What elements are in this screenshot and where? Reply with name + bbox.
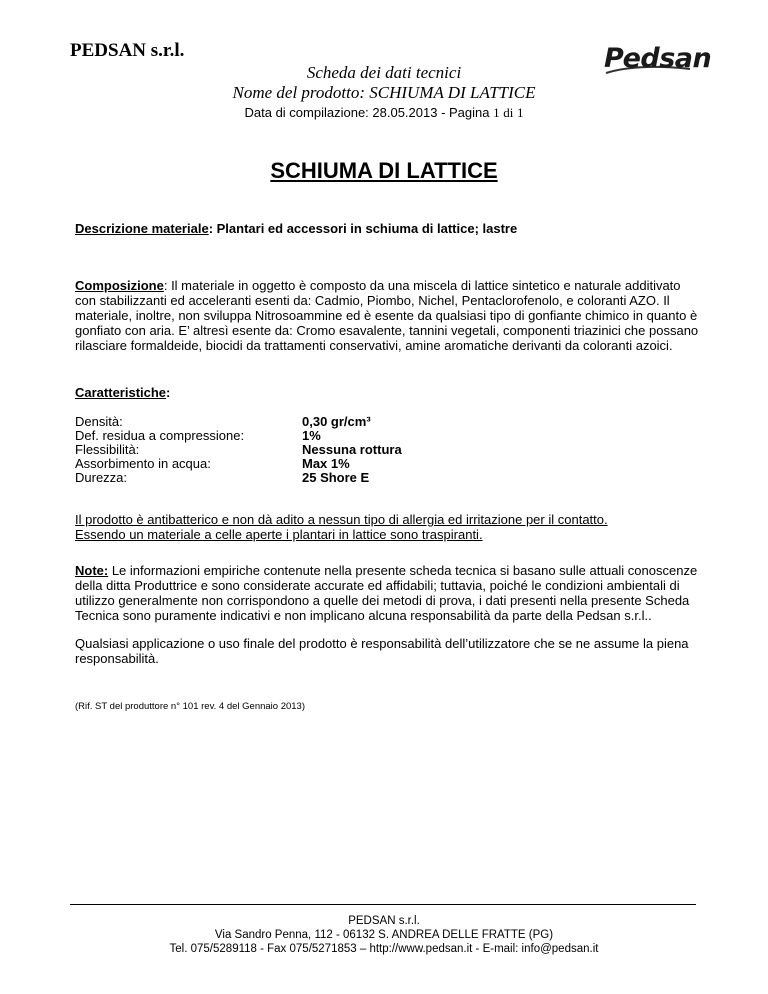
company-name: PEDSAN s.r.l. (70, 40, 185, 61)
spec-label: Densità: (75, 414, 123, 429)
description-label: Descrizione materiale (75, 221, 209, 236)
characteristics-colon: : (166, 385, 171, 400)
application-statement: Qualsiasi applicazione o uso finale del prodotto è responsabilità dell’utilizzatore che se ne assume la piena responsabilità. (75, 636, 689, 666)
spec-label: Flessibilità: (75, 442, 140, 457)
date-text: Data di compilazione: 28.05.2013 - Pagina (244, 105, 490, 120)
footer-contacts: Tel. 075/5289118 - Fax 075/5271853 – http://www.pedsan.it - E-mail: info@pedsan.it (169, 943, 599, 955)
notice-line: Essendo un materiale a celle aperte i plantari in lattice sono traspiranti. (75, 527, 483, 542)
spec-label: Durezza: (75, 470, 128, 485)
composition-label: Composizione (75, 278, 164, 293)
note-section (75, 563, 705, 623)
composition-text: : Il materiale in oggetto è composto da una miscela di lattice sintetico e naturale additivato con stabilizzanti ed acceleranti esenti da: Cadmio, Piombo, Nichel, Pentaclorofenolo, e coloranti AZO. Il materiale, inoltre, non sviluppa Nitrosoammine ed è esente da qualsiasi tipo di gonfiante chimico in quanto è gonfiato con aria. E’ altresì esente da: Cromo esavalente, tannini vegetali, componenti triazinici che possano rilasciare formaldeide, biocidi da trattamenti conservativi, amine aromatiche derivanti da coloranti azoici. (75, 278, 699, 353)
note-text: Le informazioni empiriche contenute nella presente scheda tecnica si basano sulle attuali conoscenze della ditta Produttrice e sono considerate accurate ed affidabili; tuttavia, poiché le condizioni ambientali di utilizzo generalmente non corrispondono a quelle dei metodi di prova, i dati presenti nella presente Scheda Tecnica sono puramente indicativi e non implicano alcuna responsabilità da parte della Pedsan s.r.l.. (75, 563, 698, 623)
composition-section (75, 278, 705, 353)
logo-text: Pedsan (604, 43, 712, 74)
compilation-date (0, 105, 768, 121)
antibacterial-notice (75, 512, 705, 542)
page-title: SCHIUMA DI LATTICE (270, 158, 498, 183)
characteristics-label: Caratteristiche (75, 385, 167, 400)
spec-value: Nessuna rottura (302, 442, 402, 457)
spec-value: 25 Shore E (302, 470, 370, 485)
spec-value: Max 1% (302, 456, 350, 471)
product-name-line: Nome del prodotto: SCHIUMA DI LATTICE (232, 83, 536, 102)
spec-label: Assorbimento in acqua: (75, 456, 211, 471)
spec-label: Def. residua a compressione: (75, 428, 245, 443)
spec-value: 0,30 gr/cm³ (302, 414, 371, 429)
spec-value: 1% (302, 428, 321, 443)
notice-line: Il prodotto è antibatterico e non dà adito a nessun tipo di allergia ed irritazione per il contatto. (75, 512, 608, 527)
page-total: 1 (517, 105, 524, 120)
sheet-title: Scheda dei dati tecnici (306, 63, 462, 82)
footer-address: Via Sandro Penna, 112 - 06132 S. ANDREA DELLE FRATTE (PG) (214, 929, 554, 941)
footer-divider (70, 904, 696, 905)
footer-company: PEDSAN s.r.l. (348, 915, 420, 927)
page-number: 1 (493, 105, 500, 120)
page-of: di (503, 105, 514, 120)
note-label: Note: (75, 563, 109, 578)
characteristics-heading (75, 385, 705, 400)
reference-note: (Rif. ST del produttore n° 101 rev. 4 del Gennaio 2013) (75, 701, 305, 712)
description-text: : Plantari ed accessori in schiuma di lattice; lastre (208, 221, 518, 236)
material-description (75, 221, 705, 236)
